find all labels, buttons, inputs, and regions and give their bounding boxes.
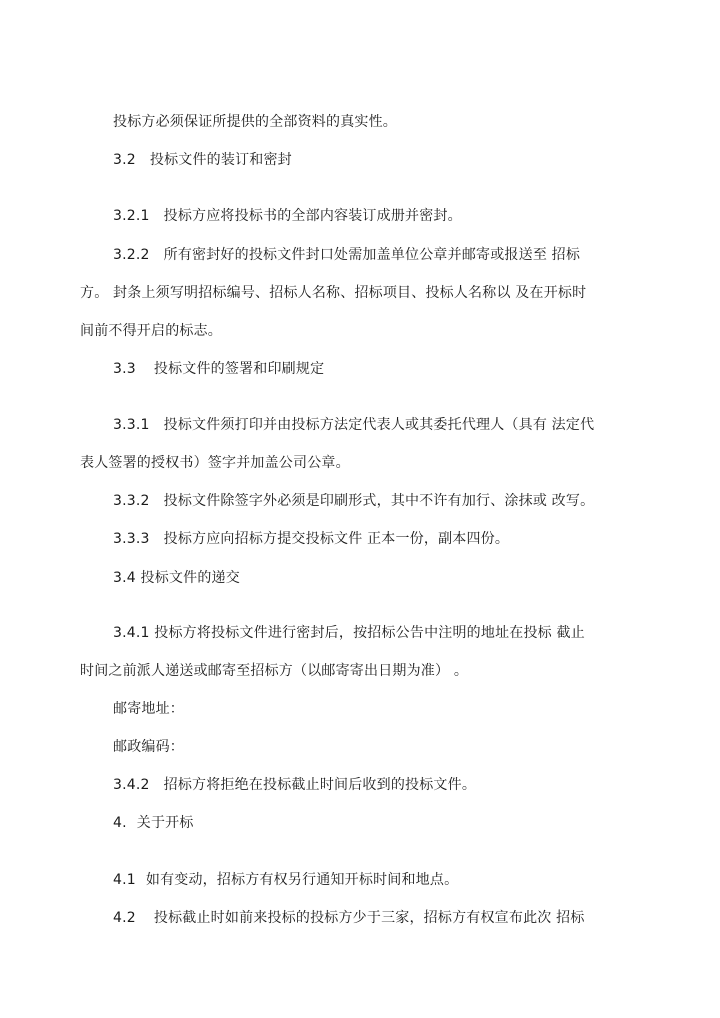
clause-3-4-2 <box>113 775 476 795</box>
clause-number: 3.3.1 <box>113 417 150 433</box>
section-heading-4 <box>113 813 194 833</box>
clause-3-2-1 <box>113 206 462 226</box>
paragraph-line <box>80 283 586 303</box>
clause-number: 3.4.2 <box>113 777 150 793</box>
line-text: 表人签署的授权书）签字并加盖公司公章。 <box>80 455 350 471</box>
clause-number: 3.3.3 <box>113 531 150 547</box>
clause-text: 投标方应将投标书的全部内容装订成册并密封。 <box>163 208 462 224</box>
paragraph-line <box>80 661 468 681</box>
line-text: 间前不得开启的标志。 <box>80 323 222 339</box>
clause-3-3-1 <box>113 415 594 435</box>
section-number: 4. <box>113 815 127 831</box>
line-text: 邮寄地址： <box>113 701 184 717</box>
clause-text: 投标截止时如前来投标的投标方少于三家，招标方有权宣布此次 招标 <box>153 910 585 926</box>
section-title: 投标文件的签署和印刷规定 <box>153 361 325 377</box>
line-text: 邮政编码： <box>113 739 184 755</box>
clause-text: 3.4.1 投标方将投标文件进行密封后，按招标公告中注明的地址在投标 截止 <box>113 625 585 641</box>
clause-number: 3.2.2 <box>113 247 150 263</box>
section-number: 3.2 <box>113 152 136 168</box>
line-text: 时间之前派人递送或邮寄至招标方（以邮寄寄出日期为准） 。 <box>80 663 469 679</box>
clause-number: 4.2 <box>113 910 136 926</box>
clause-4-1 <box>113 870 458 890</box>
section-heading-3-4 <box>113 568 240 588</box>
clause-3-3-2 <box>113 491 594 511</box>
clause-3-3-3 <box>113 529 509 549</box>
clause-text: 投标方应向招标方提交投标文件 正本一份，副本四份。 <box>163 531 510 547</box>
line-text: 方。 封条上须写明招标编号、招标人名称、招标项目、投标人名称以 及在开标时 <box>80 285 587 301</box>
clause-text: 招标方将拒绝在投标截止时间后收到的投标文件。 <box>163 777 477 793</box>
paragraph-line <box>113 112 397 132</box>
line-text: 投标方必须保证所提供的全部资料的真实性。 <box>113 114 397 130</box>
mailing-address-label <box>113 699 184 719</box>
clause-number: 3.3.2 <box>113 493 150 509</box>
clause-number: 4.1 <box>113 872 136 888</box>
clause-text: 投标文件须打印并由投标方法定代表人或其委托代理人（具有 法定代 <box>163 417 595 433</box>
postal-code-label <box>113 737 184 757</box>
paragraph-line <box>80 453 350 473</box>
section-heading-3-2 <box>113 150 292 170</box>
section-title: 3.4 投标文件的递交 <box>113 570 240 586</box>
clause-3-4-1 <box>113 623 585 643</box>
section-title: 关于开标 <box>136 815 194 831</box>
clause-number: 3.2.1 <box>113 208 150 224</box>
section-title: 投标文件的装订和密封 <box>149 152 292 168</box>
section-number: 3.3 <box>113 361 136 377</box>
clause-text: 所有密封好的投标文件封口处需加盖单位公章并邮寄或报送至 招标 <box>163 247 581 263</box>
clause-text: 如有变动，招标方有权另行通知开标时间和地点。 <box>145 872 459 888</box>
clause-3-2-2 <box>113 245 580 265</box>
section-heading-3-3 <box>113 359 324 379</box>
clause-text: 投标文件除签字外必须是印刷形式，其中不许有加行、涂抹或 改写。 <box>163 493 595 509</box>
clause-4-2 <box>113 908 585 928</box>
paragraph-line <box>80 321 222 341</box>
